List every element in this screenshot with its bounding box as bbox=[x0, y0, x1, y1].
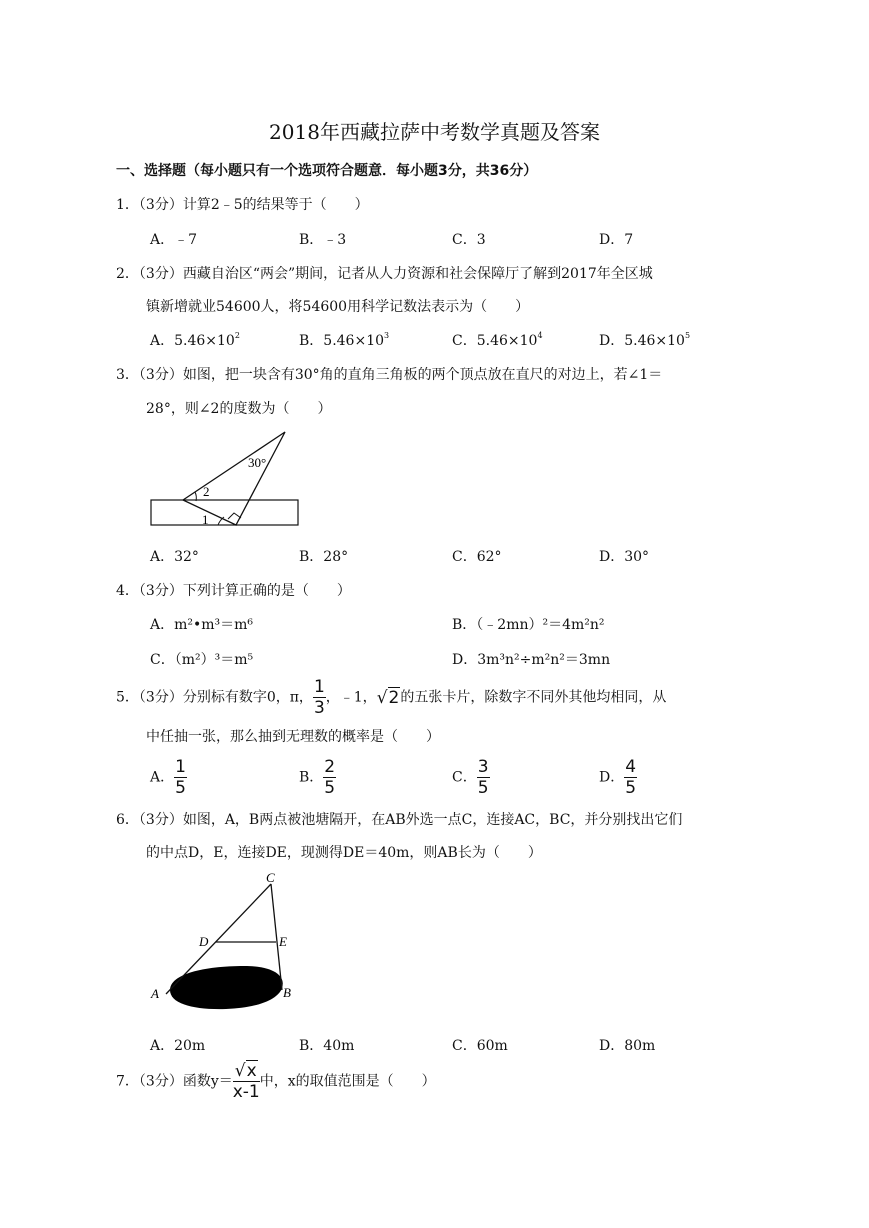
q5-option-d: D． $\frac{4}{5}$ bbox=[599, 757, 637, 798]
question-2-stem-line2: 镇新增就业54600人，将54600用科学记数法表示为（ ） bbox=[146, 299, 530, 315]
fraction-sqrt-x-over-x-minus-1: $\frac{√x}{x-1}$ bbox=[232, 1061, 260, 1102]
question-1-stem: 1．（3分）计算2﹣5的结果等于（ ） bbox=[116, 197, 369, 213]
sqrt-two: √2 bbox=[376, 687, 400, 708]
q6-option-d: D．80m bbox=[599, 1038, 656, 1054]
q5-option-a: A． $\frac{1}{5}$ bbox=[150, 757, 186, 798]
q3-option-a: A．32° bbox=[150, 549, 199, 565]
point-A-label: A bbox=[151, 986, 159, 1001]
section-heading: 一、选择题（每小题只有一个选项符合题意．每小题3分，共36分） bbox=[116, 163, 538, 179]
question-4-stem: 4．（3分）下列计算正确的是（ ） bbox=[116, 583, 351, 599]
question-6-stem-line1: 6．（3分）如图，A，B两点被池塘隔开，在AB外选一点C，连接AC，BC，并分别找出它们 bbox=[116, 812, 683, 828]
q3-option-b: B．28° bbox=[299, 549, 349, 565]
ruler-shape bbox=[151, 500, 298, 525]
q2-option-b: B．$5.46\times 10^3$ bbox=[299, 331, 390, 349]
q3-option-c: C．62° bbox=[452, 549, 502, 565]
question-3-stem-line2: 28°，则∠2的度数为（ ） bbox=[146, 401, 332, 417]
q6-option-b: B．40m bbox=[299, 1038, 355, 1054]
q3-option-d: D．30° bbox=[599, 549, 650, 565]
point-E-label: E bbox=[279, 934, 287, 949]
point-D-label: D bbox=[199, 934, 209, 949]
q2-option-d: D．$5.46\times 10^5$ bbox=[599, 331, 691, 349]
angle-30-label: 30° bbox=[248, 455, 267, 470]
point-C-label: C bbox=[266, 870, 275, 885]
q1-option-a: A．﹣7 bbox=[150, 232, 198, 248]
q4-option-d: D．3m³n²÷m²n²＝3mn bbox=[452, 652, 611, 668]
question-6-stem-line2: 的中点D，E，连接DE，现测得DE＝40m，则AB长为（ ） bbox=[146, 845, 542, 861]
point-B-label: B bbox=[283, 985, 291, 1000]
triangle-shape bbox=[183, 432, 285, 525]
q6-option-c: C．60m bbox=[452, 1038, 508, 1054]
question-5-stem-line1: 5．（3分）分别标有数字0，π， $\frac{1}{3}$ ，﹣1，√2的五张卡片，除数字不同外其他均相同，从 bbox=[116, 677, 667, 718]
fraction-one-third: $\frac{1}{3}$ bbox=[313, 677, 325, 718]
q2-option-a: A．$5.46\times 10^2$ bbox=[150, 331, 240, 349]
q4-option-c: C．（m²）³＝m⁵ bbox=[150, 652, 254, 668]
q6-option-a: A．20m bbox=[150, 1038, 206, 1054]
angle-2-label: 2 bbox=[203, 484, 210, 499]
q4-option-a: A．m²•m³＝m⁶ bbox=[150, 617, 254, 633]
q1-option-b: B．﹣3 bbox=[299, 232, 347, 248]
q5-option-b: B． $\frac{2}{5}$ bbox=[299, 757, 336, 798]
q4-option-b: B．（﹣2mn）²＝4m²n² bbox=[452, 617, 605, 633]
page-title: 2018年西藏拉萨中考数学真题及答案 bbox=[269, 120, 600, 144]
question-2-stem-line1: 2．（3分）西藏自治区“两会”期间，记者从人力资源和社会保障厅了解到2017年全区城 bbox=[116, 266, 653, 282]
q1-option-d: D．7 bbox=[599, 232, 634, 248]
question-5-stem-line2: 中任抽一张，那么抽到无理数的概率是（ ） bbox=[146, 729, 440, 745]
q2-option-c: C．$5.46\times 10^4$ bbox=[452, 331, 543, 349]
angle-1-label: 1 bbox=[202, 512, 209, 527]
q1-option-c: C．3 bbox=[452, 232, 486, 248]
triangle-ruler-figure bbox=[148, 428, 303, 530]
question-3-stem-line1: 3．（3分）如图，把一块含有30°角的直角三角板的两个顶点放在直尺的对边上，若∠1＝ bbox=[116, 367, 663, 383]
q5-option-c: C． $\frac{3}{5}$ bbox=[452, 757, 489, 798]
question-7-stem: 7．（3分）函数y＝ $\frac{√x}{x-1}$ 中，x的取值范围是（ ） bbox=[116, 1061, 436, 1102]
pond-triangle-figure bbox=[146, 866, 311, 1016]
